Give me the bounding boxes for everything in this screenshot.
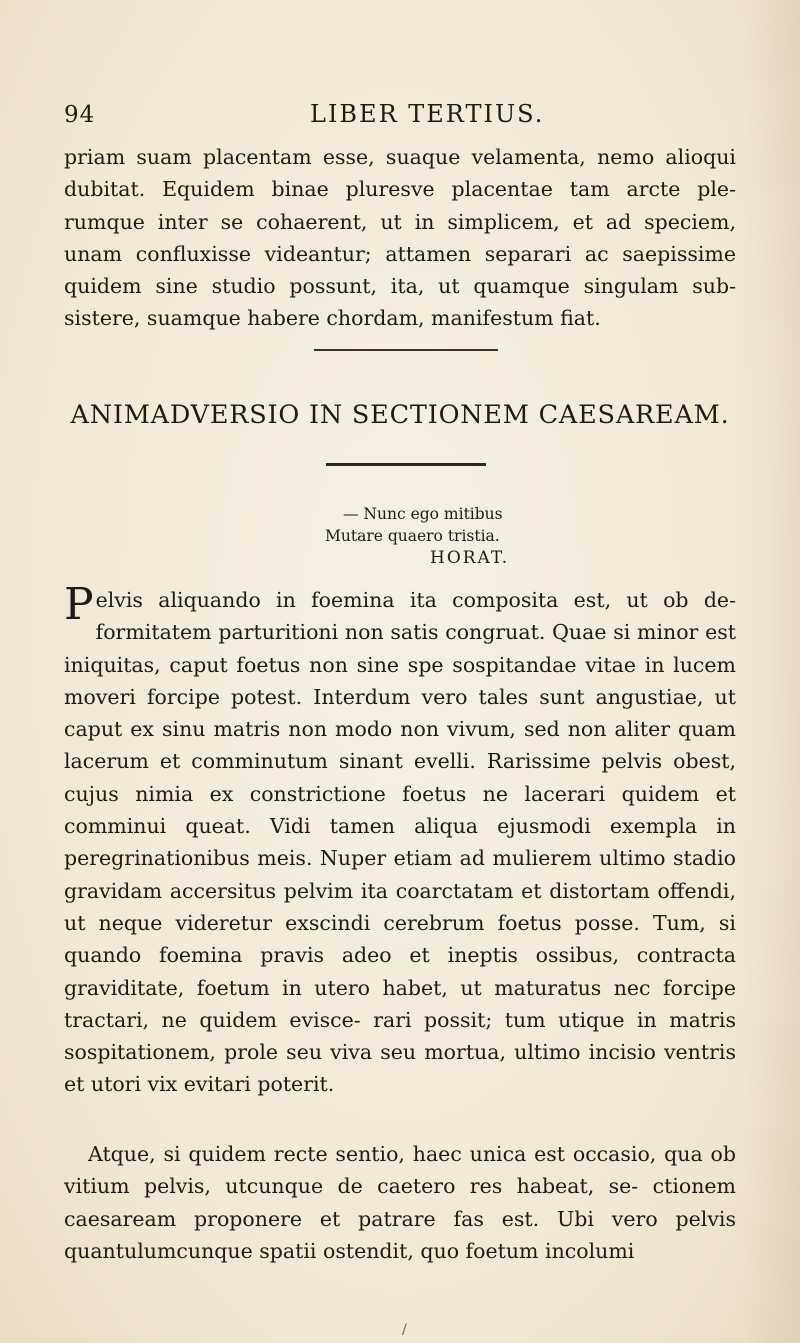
title-underline-rule xyxy=(326,463,486,466)
paragraph-opening xyxy=(64,579,736,1137)
page-number: 94 xyxy=(64,102,96,128)
page-edge-shadow xyxy=(740,0,800,1343)
epigraph xyxy=(325,503,585,569)
epigraph-line-1: — Nunc ego mitibus xyxy=(343,505,503,523)
section-divider-rule xyxy=(314,349,498,351)
paragraph-opening-text: elvis aliquando in foemina ita composita est, ut ob de- formitatem parturitioni non satis congruat. Quae si minor est iniquitas, caput foetus non sine spe sospitandae vitae in lucem moveri forcipe potest. Interdum vero tales sunt angustiae, ut caput ex sinu matris non modo non vivum, sed non aliter quam lacerum et comminutum sinant evelli. Rarissime pelvis obest, cujus nimia ex constrictione foetus ne lacerari quidem et comminui queat. Vidi tamen aliqua ejusmodi exempla in peregrinationibus meis. Nuper etiam ad mulierem ultimo stadio gravidam accersitus pelvim ita coarctatam et distortam offendi, ut neque videretur exscindi cerebrum foetus posse. Tum, si quando foemina pravis adeo et ineptis ossibus, contracta graviditate, foetum in utero habet, ut maturatus nec forcipe tractari, ne quidem evisce- rari possit; tum utique in matris sospitationem, prole seu viva seu mortua, ultimo incisio ventris et utori vix evitari poterit. xyxy=(64,588,736,1097)
section-title: ANIMADVERSIO IN SECTIONEM CAESAREAM. xyxy=(70,400,730,430)
printer-mark: / xyxy=(402,1322,407,1338)
drop-cap: P xyxy=(64,579,94,630)
epigraph-line-2: Mutare quaero tristia. xyxy=(325,527,500,545)
page-header xyxy=(0,100,800,134)
paragraph-continued: priam suam placentam esse, suaque velamenta, nemo alioqui dubitat. Equidem binae pluresve placentae tam arcte ple- rumque inter se cohaerent, ut in simplicem, et ad speciem, unam confluxisse videantur; attamen separari ac saepissime quidem sine studio possunt, ita, ut quamque singulam sub- sistere, suamque habere chordam, manifestum fiat. xyxy=(64,145,736,331)
paragraph-final: Atque, si quidem recte sentio, haec unica est occasio, qua ob vitium pelvis, utcunque de caetero res habeat, se- ctionem caesaream proponere et patrare fas est. Ubi vero pelvis quantulumcunque spatii ostendit, quo foetum incolumi xyxy=(64,1142,736,1263)
epigraph-attribution: HORAT. xyxy=(430,548,510,568)
running-head: LIBER TERTIUS. xyxy=(310,100,545,128)
